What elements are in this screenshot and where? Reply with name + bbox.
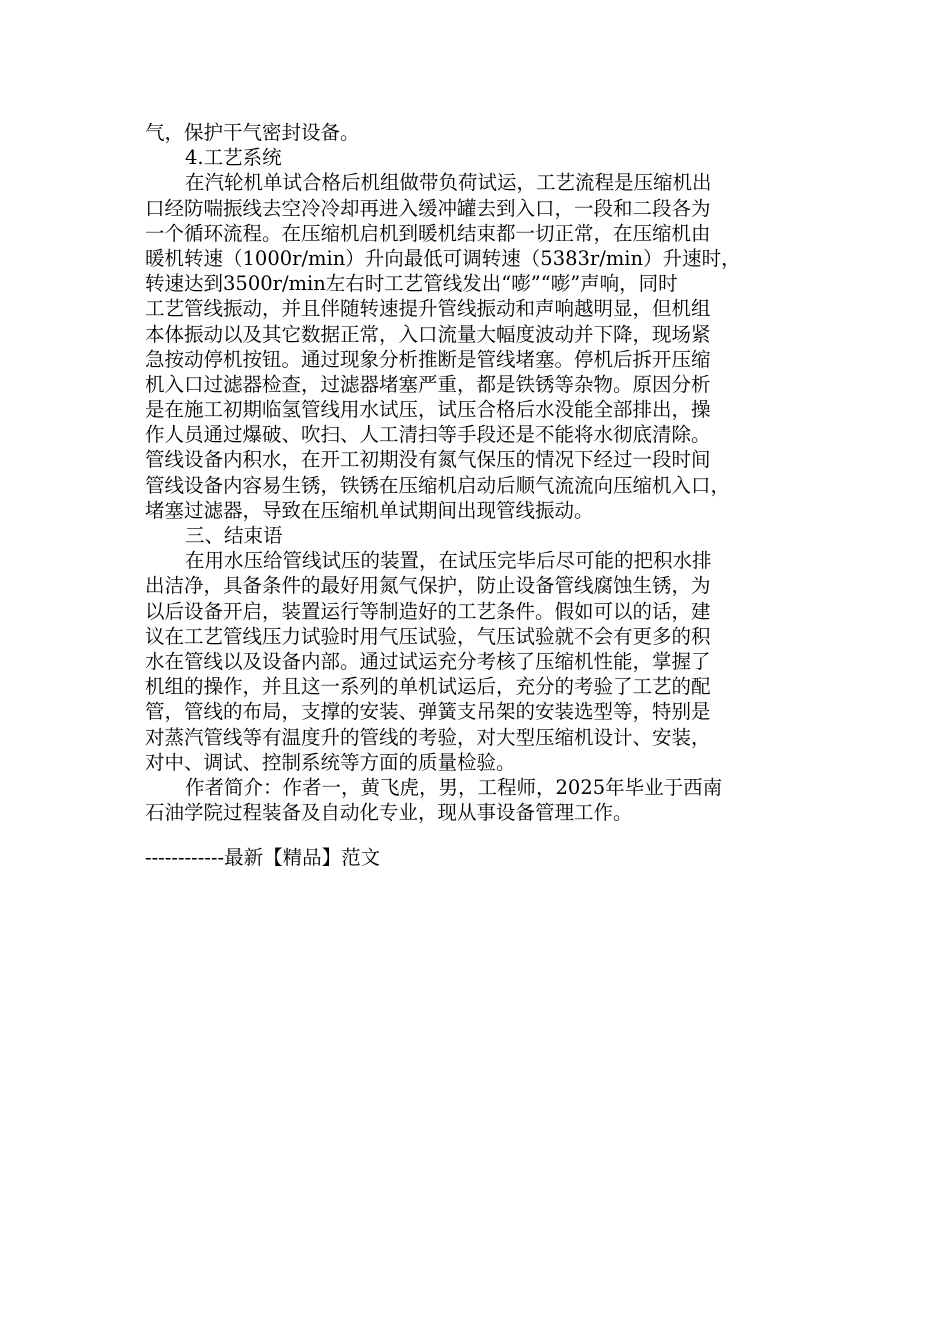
text-line: 本体振动以及其它数据正常，入口流量大幅度波动并下降，现场紧 <box>145 322 711 346</box>
text-line: 暖机转速（1000r/min）升向最低可调转速（5383r/min）升速时， <box>145 246 741 270</box>
text-line: 机组的操作，并且这一系列的单机试运后，充分的考验了工艺的配 <box>145 675 711 699</box>
text-line: 口经防喘振线去空冷冷却再进入缓冲罐去到入口，一段和二段各为 <box>145 196 711 220</box>
text-line: 一个循环流程。在压缩机启机到暖机结束都一切正常，在压缩机由 <box>145 221 711 245</box>
text-line: 是在施工初期临氢管线用水试压，试压合格后水没能全部排出，操 <box>145 398 711 422</box>
text-line: 堵塞过滤器，导致在压缩机单试期间出现管线振动。 <box>145 498 594 522</box>
text-line: 急按动停机按钮。通过现象分析推断是管线堵塞。停机后拆开压缩 <box>145 347 711 371</box>
document-body <box>145 120 810 825</box>
text-line: 管线设备内积水，在开工初期没有氮气保压的情况下经过一段时间 <box>145 448 711 472</box>
footer-text: ------------最新【精品】范文 <box>145 846 381 869</box>
text-line: 作者简介：作者一，黄飞虎，男，工程师，2025年毕业于西南 <box>185 775 723 799</box>
text-line: 对蒸汽管线等有温度升的管线的考验，对大型压缩机设计、安装， <box>145 725 711 749</box>
text-line: 管线设备内容易生锈，铁锈在压缩机启动后顺气流流向压缩机入口， <box>145 473 731 497</box>
text-line: 石油学院过程装备及自动化专业，现从事设备管理工作。 <box>145 801 633 825</box>
text-line: 工艺管线振动，并且伴随转速提升管线振动和声响越明显，但机组 <box>145 297 711 321</box>
text-line: 4.工艺系统 <box>185 146 282 170</box>
text-line: 作人员通过爆破、吹扫、人工清扫等手段还是不能将水彻底清除。 <box>145 423 711 447</box>
text-line: 对中、调试、控制系统等方面的质量检验。 <box>145 750 516 774</box>
text-line: 转速达到3500r/min左右时工艺管线发出“嘭”“嘭”声响，同时 <box>145 272 678 296</box>
text-line: 在汽轮机单试合格后机组做带负荷试运，工艺流程是压缩机出 <box>185 171 712 195</box>
text-line: 水在管线以及设备内部。通过试运充分考核了压缩机性能，掌握了 <box>145 649 711 673</box>
text-line: 议在工艺管线压力试验时用气压试验，气压试验就不会有更多的积 <box>145 624 711 648</box>
text-line: 气，保护干气密封设备。 <box>145 121 360 144</box>
text-line: 以后设备开启，装置运行等制造好的工艺条件。假如可以的话，建 <box>145 599 711 623</box>
text-line: 出洁净，具备条件的最好用氮气保护，防止设备管线腐蚀生锈，为 <box>145 574 711 598</box>
text-line: 三、结束语 <box>185 524 283 547</box>
text-line: 机入口过滤器检查，过滤器堵塞严重，都是铁锈等杂物。原因分析 <box>145 372 711 396</box>
text-line: 管，管线的布局，支撑的安装、弹簧支吊架的安装选型等，特别是 <box>145 700 711 724</box>
text-line: 在用水压给管线试压的装置，在试压完毕后尽可能的把积水排 <box>185 549 712 573</box>
